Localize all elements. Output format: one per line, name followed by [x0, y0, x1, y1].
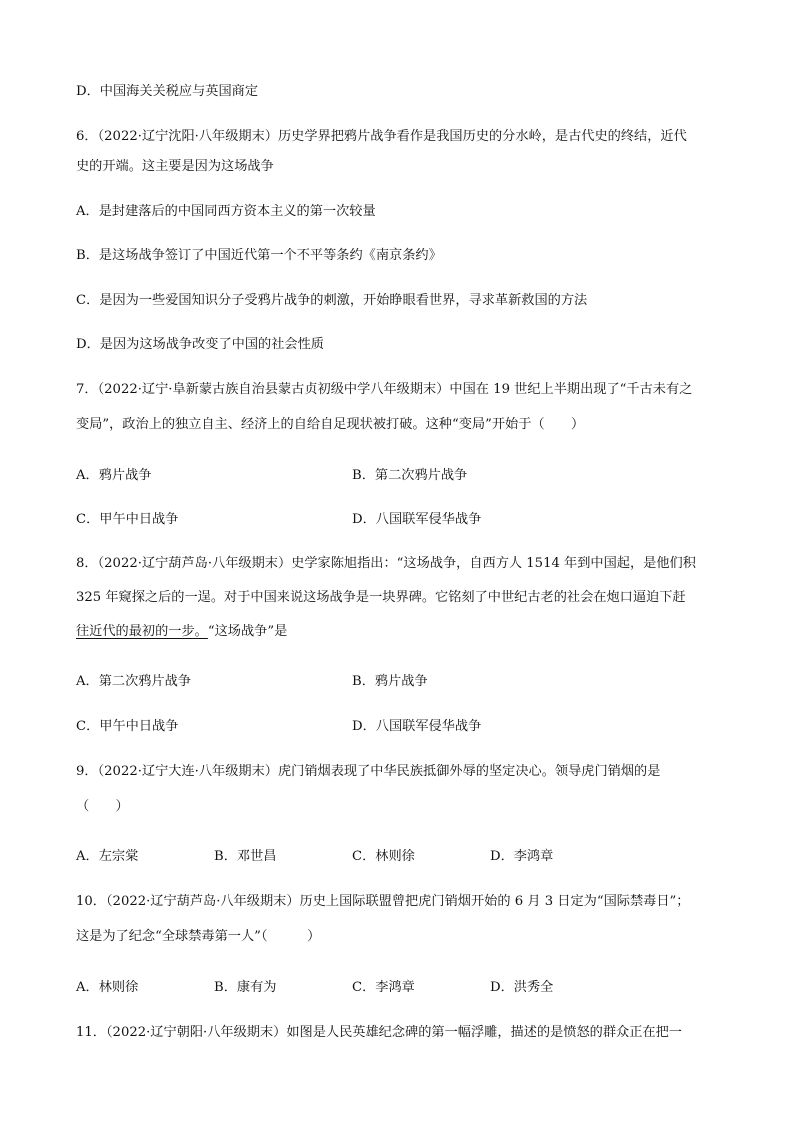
q10-option-a: A．林则徐 [76, 980, 139, 995]
q6-stem-line-1: 6．（2022·辽宁沈阳·八年级期末）历史学界把鸦片战争看作是我国历史的分水岭，是古代史的终结，近代 [76, 129, 687, 144]
q6-option-a: A．是封建落后的中国同西方资本主义的第一次较量 [76, 204, 376, 219]
q9-option-b: B．邓世昌 [214, 849, 277, 864]
q8-option-b: B．鸦片战争 [352, 674, 428, 689]
q7-option-d: D．八国联军侵华战争 [352, 512, 482, 527]
q7-stem-line-2: 变局”，政治上的独立自主、经济上的自给自足现状被打破。这种“变局”开始于（ ） [76, 417, 585, 432]
q10-stem-line-2: 这是为了纪念“全球禁毒第一人”（ ） [76, 929, 321, 944]
q7-option-c: C．甲午中日战争 [76, 512, 179, 527]
q6-option-c: C．是因为一些爱国知识分子受鸦片战争的刺激，开始睁眼看世界，寻求革新救国的方法 [76, 293, 588, 308]
q7-options-row-2 [76, 511, 716, 529]
q7-option-b: B．第二次鸦片战争 [352, 468, 468, 483]
q8-stem-line-1: 8．（2022·辽宁葫芦岛·八年级期末）史学家陈旭指出：“这场战争，自西方人 1514 年到中国起，是他们积 [76, 556, 696, 571]
q6-option-b: B．是这场战争签订了中国近代第一个不平等条约《南京条约》 [76, 248, 442, 263]
q9-option-c: C．林则徐 [352, 849, 415, 864]
q8-options-row-1 [76, 673, 716, 691]
q10-stem-line-1: 10．（2022·辽宁葫芦岛·八年级期末）历史上国际联盟曾把虎门销烟开始的 6 月 3 日定为“国际禁毒日”； [76, 894, 690, 909]
q8-option-a: A．第二次鸦片战争 [76, 674, 192, 689]
q7-stem-line-1: 7．（2022·辽宁·阜新蒙古族自治县蒙古贞初级中学八年级期末）中国在 19 世纪上半期出现了“千古未有之 [76, 382, 693, 397]
q7-option-a: A．鸦片战争 [76, 468, 152, 483]
q10-option-d: D．洪秀全 [490, 980, 554, 995]
q8-stem-line-2: 325 年窥探之后的一逞。对于中国来说这场战争是一块界碑。它铭刻了中世纪古老的社会在炮口逼迫下赶 [76, 590, 686, 605]
q8-stem-line-3 [76, 623, 287, 641]
q9-options-row [76, 848, 628, 866]
q8-option-c: C．甲午中日战争 [76, 719, 179, 734]
q8-option-d: D．八国联军侵华战争 [352, 719, 482, 734]
q6-option-d: D．是因为这场战争改变了中国的社会性质 [76, 337, 324, 352]
q8-stem-tail: “这场战争”是 [207, 624, 288, 639]
q9-option-d: D．李鸿章 [490, 849, 554, 864]
q9-stem-line-2: （ ） [76, 799, 129, 814]
q9-option-a: A．左宗棠 [76, 849, 139, 864]
q11-stem-line-1: 11．（2022·辽宁朝阳·八年级期末）如图是人民英雄纪念碑的第一幅浮雕，描述的是愤怒的群众正在把一 [76, 1025, 682, 1040]
q6-stem-line-2: 史的开端。这主要是因为这场战争 [76, 159, 274, 174]
q10-options-row [76, 979, 628, 997]
q8-options-row-2 [76, 718, 716, 736]
q10-option-b: B．康有为 [214, 980, 277, 995]
q5-option-d: D．中国海关关税应与英国商定 [76, 84, 259, 99]
q8-underlined-quote: 往近代的最初的一步。 [76, 624, 208, 639]
q9-stem-line-1: 9．（2022·辽宁大连·八年级期末）虎门销烟表现了中华民族抵御外辱的坚定决心。领导虎门销烟的是 [76, 764, 661, 779]
q10-option-c: C．李鸿章 [352, 980, 415, 995]
q7-options-row-1 [76, 467, 716, 485]
